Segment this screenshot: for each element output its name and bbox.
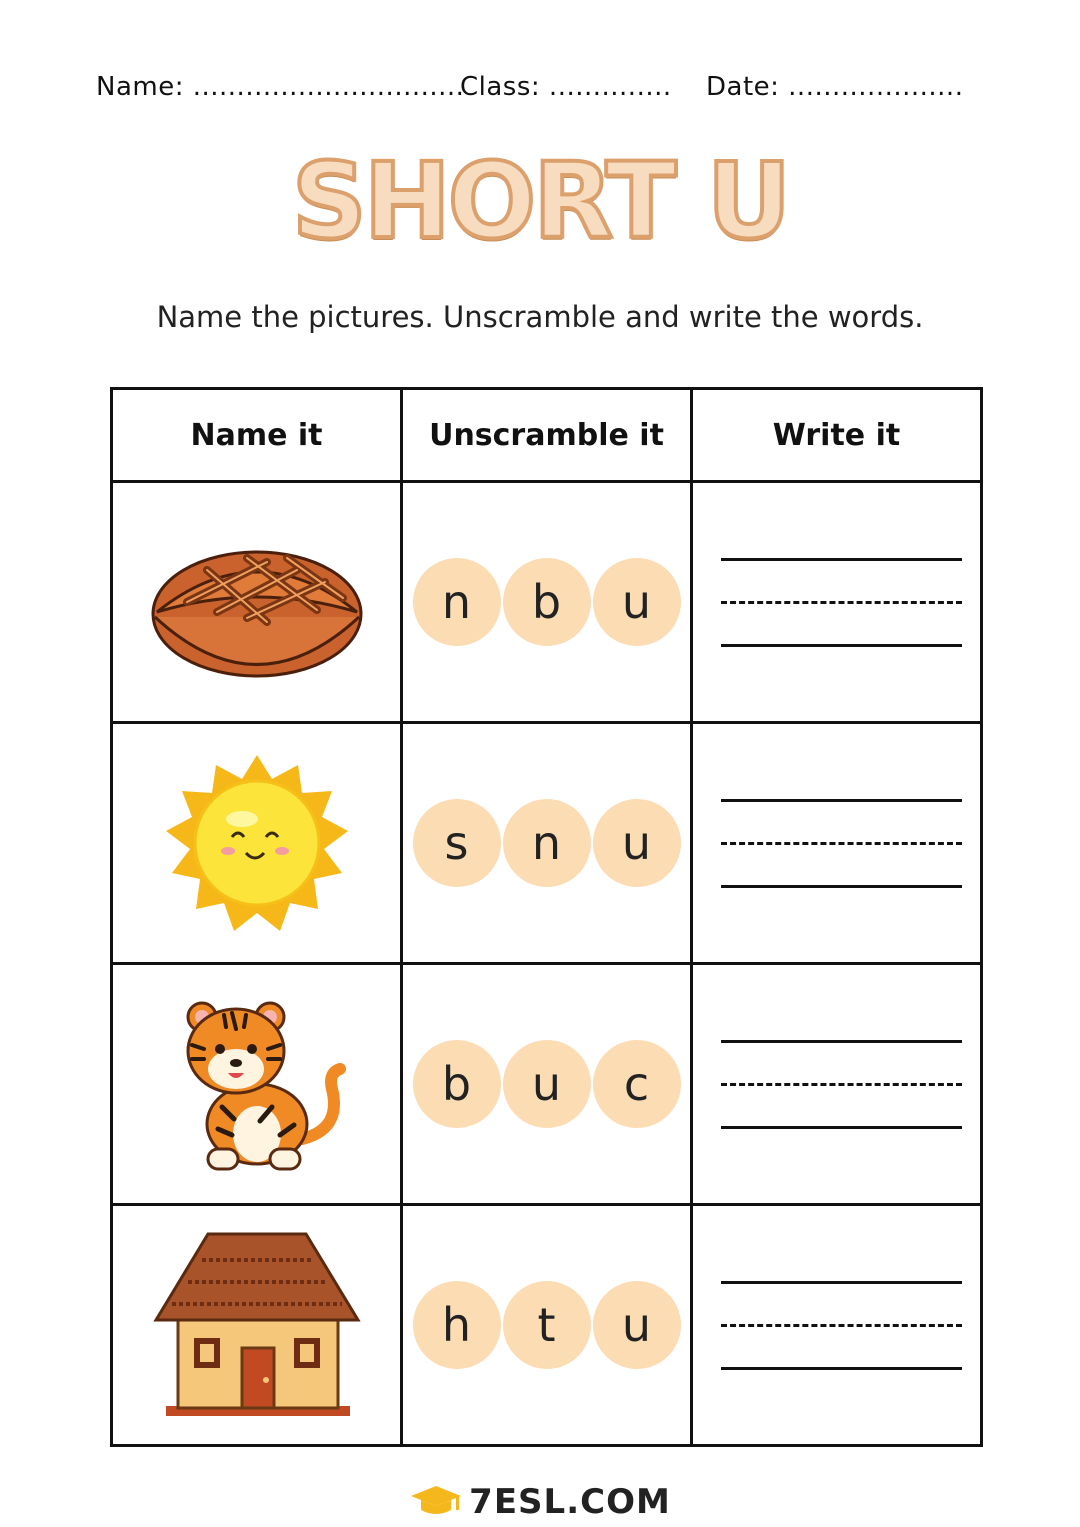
top-line: [721, 558, 962, 561]
scrambled-letters: [403, 1040, 690, 1128]
letter-bubble: s: [413, 799, 501, 887]
handwriting-lines[interactable]: [693, 1040, 980, 1129]
column-header-unscramble-it: Unscramble it: [402, 389, 692, 482]
top-line: [721, 1040, 962, 1043]
base-line: [721, 885, 962, 888]
write-cell[interactable]: [692, 964, 982, 1205]
scrambled-letters-cell: [402, 964, 692, 1205]
table-header-row: [112, 389, 982, 482]
letter-bubble: b: [413, 1040, 501, 1128]
letter-bubble: n: [503, 799, 591, 887]
scrambled-letters-cell: [402, 482, 692, 723]
student-info-line: [96, 72, 984, 112]
handwriting-lines[interactable]: [693, 799, 980, 888]
brand-logo-text: 7ESL.COM: [469, 1482, 671, 1522]
footer-brand: [0, 1480, 1080, 1524]
worksheet-instruction: Name the pictures. Unscramble and write the words.: [156, 300, 924, 334]
name-field-label: Name: ...............................: [96, 72, 465, 102]
column-header-name-it: Name it: [112, 389, 402, 482]
base-line: [721, 644, 962, 647]
letter-bubble: u: [593, 1281, 681, 1369]
table-row: [112, 723, 982, 964]
picture-cell: [112, 482, 402, 723]
table-row: [112, 1205, 982, 1446]
write-cell[interactable]: [692, 482, 982, 723]
table-row: [112, 964, 982, 1205]
column-header-write-it: Write it: [692, 389, 982, 482]
letter-bubble: u: [503, 1040, 591, 1128]
letter-bubble: n: [413, 558, 501, 646]
worksheet-title: SHORT U: [291, 140, 789, 262]
letter-bubble: b: [503, 558, 591, 646]
scrambled-letters-cell: [402, 1205, 692, 1446]
letter-bubble: u: [593, 799, 681, 887]
letter-bubble: h: [413, 1281, 501, 1369]
table-row: [112, 482, 982, 723]
mid-dashed-line: [721, 842, 962, 845]
scrambled-letters-cell: [402, 723, 692, 964]
write-cell[interactable]: [692, 723, 982, 964]
bread-bun-image: [147, 522, 367, 682]
picture-cell: [112, 964, 402, 1205]
date-field-label: Date: ....................: [706, 72, 964, 102]
handwriting-lines[interactable]: [693, 558, 980, 647]
scrambled-letters: [403, 558, 690, 646]
write-cell[interactable]: [692, 1205, 982, 1446]
picture-cell: [112, 1205, 402, 1446]
hut-image: [152, 1230, 362, 1420]
mid-dashed-line: [721, 601, 962, 604]
graduation-cap-icon: [409, 1484, 463, 1520]
picture-cell: [112, 723, 402, 964]
sun-image: [162, 753, 352, 933]
letter-bubble: c: [593, 1040, 681, 1128]
base-line: [721, 1367, 962, 1370]
handwriting-lines[interactable]: [693, 1281, 980, 1370]
letter-bubble: u: [593, 558, 681, 646]
tiger-cub-image: [162, 989, 352, 1179]
top-line: [721, 799, 962, 802]
base-line: [721, 1126, 962, 1129]
mid-dashed-line: [721, 1324, 962, 1327]
mid-dashed-line: [721, 1083, 962, 1086]
scrambled-letters: [403, 1281, 690, 1369]
top-line: [721, 1281, 962, 1284]
class-field-label: Class: ..............: [460, 72, 672, 102]
worksheet-table: [110, 387, 983, 1447]
scrambled-letters: [403, 799, 690, 887]
letter-bubble: t: [503, 1281, 591, 1369]
